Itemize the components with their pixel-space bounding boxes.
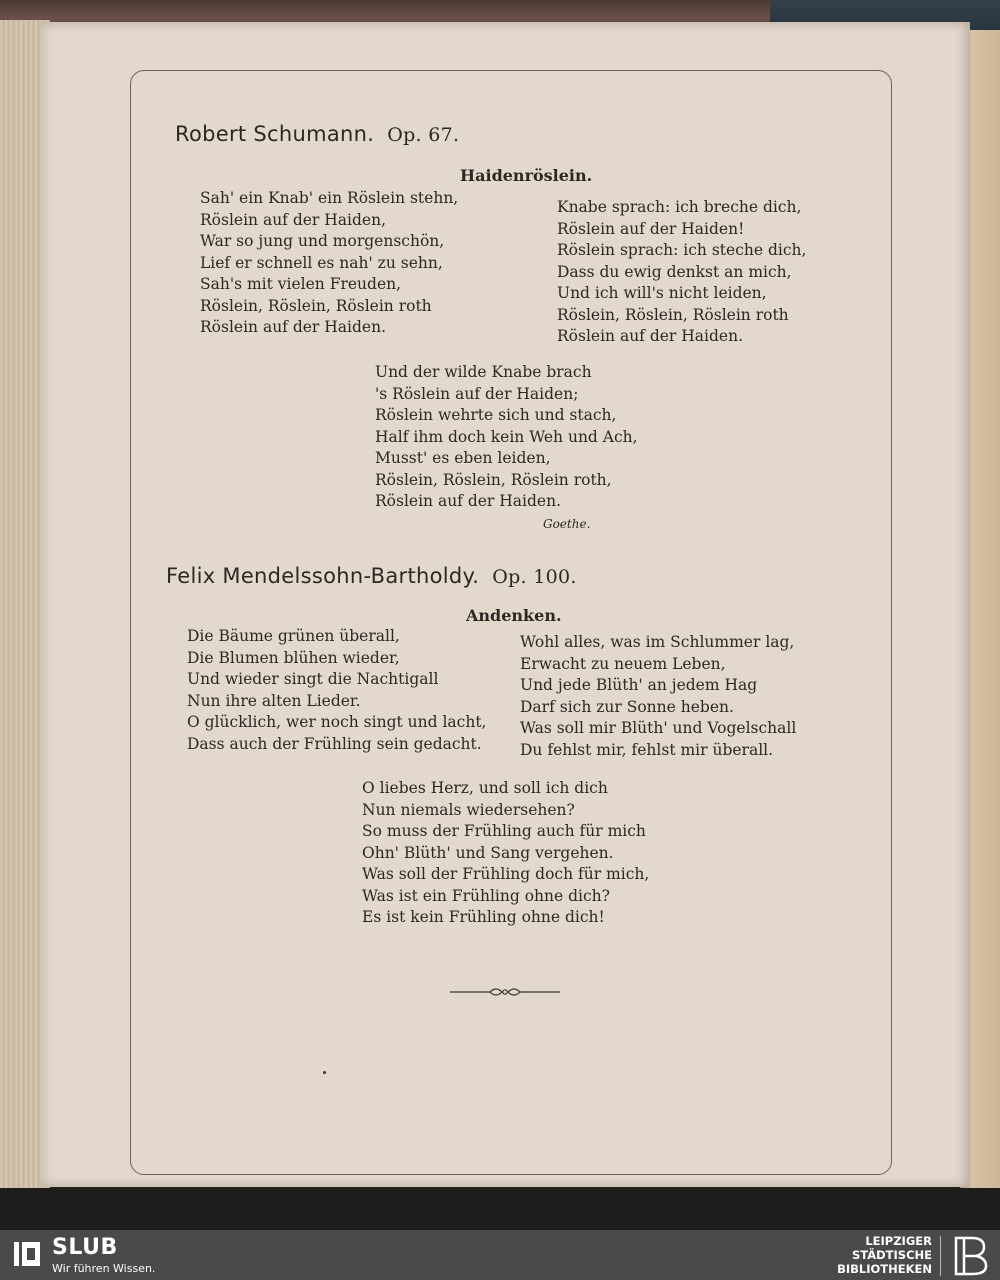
verse-line: Nun niemals wiedersehen? (362, 800, 575, 819)
verse-line: Röslein, Röslein, Röslein roth, (375, 470, 612, 489)
composer-heading (166, 564, 577, 588)
verse-line: Die Bäume grünen überall, (187, 627, 400, 645)
slub-logo-icon (14, 1238, 42, 1270)
opus-number: Op. 67. (387, 124, 460, 146)
footer-divider (940, 1236, 941, 1276)
verse-line: Was ist ein Frühling ohne dich? (362, 886, 610, 905)
poem-author: Goethe. (543, 517, 591, 531)
verse-line: So muss der Frühling auch für mich (362, 822, 646, 840)
verse-line: Röslein wehrte sich und stach, (375, 406, 617, 424)
verse-line: Röslein auf der Haiden. (200, 318, 386, 336)
verse-line: Was soll der Frühling doch für mich, (362, 865, 650, 883)
stanza-left (187, 626, 487, 755)
opus-number: Op. 100. (492, 566, 577, 588)
verse-line: Du fehlst mir, fehlst mir überall. (520, 740, 774, 759)
footer-bar (0, 1230, 1000, 1280)
verse-line: Röslein, Röslein, Röslein roth (557, 305, 789, 324)
verse-line: Dass auch der Frühling sein gedacht. (187, 734, 482, 753)
song-title: Andenken. (466, 606, 562, 625)
song-title: Haidenröslein. (460, 166, 593, 185)
verse-line: War so jung und morgenschön, (200, 232, 445, 250)
verse-line: Röslein, Röslein, Röslein roth (200, 296, 432, 315)
lsb-line: BIBLIOTHEKEN (837, 1262, 932, 1276)
verse-line: Und der wilde Knabe brach (375, 363, 592, 381)
stanza-center (362, 778, 649, 929)
scan-background-bottom (0, 1188, 1000, 1230)
slub-tagline: Wir führen Wissen. (52, 1262, 156, 1275)
verse-line: Und jede Blüth' an jedem Hag (520, 676, 758, 694)
verse-line: Musst' es eben leiden, (375, 449, 551, 467)
verse-line: Half ihm doch kein Weh und Ach, (375, 427, 638, 446)
composer-name: Robert Schumann. (175, 122, 375, 146)
stanza-center (375, 362, 638, 513)
verse-line: O liebes Herz, und soll ich dich (362, 779, 608, 797)
verse-line: Was soll mir Blüth' und Vogelschall (520, 719, 797, 737)
ornament-divider (450, 984, 560, 1000)
verse-line: Lief er schnell es nah' zu sehn, (200, 253, 443, 272)
lsb-wordmark (837, 1234, 932, 1276)
verse-line: Röslein auf der Haiden, (200, 210, 386, 229)
verse-line: Ohn' Blüth' und Sang vergehen. (362, 843, 614, 862)
verse-line: 's Röslein auf der Haiden; (375, 384, 579, 403)
verse-line: Dass du ewig denkst an mich, (557, 262, 792, 281)
verse-line: Es ist kein Frühling ohne dich! (362, 908, 605, 926)
composer-name: Felix Mendelssohn-Bartholdy. (166, 564, 480, 588)
stanza-right (520, 632, 796, 761)
lsb-logo-icon (950, 1234, 990, 1278)
ink-speck (323, 1071, 326, 1074)
lsb-line: LEIPZIGER (865, 1234, 932, 1248)
lsb-line: STÄDTISCHE (851, 1248, 932, 1262)
verse-line: Und wieder singt die Nachtigall (187, 670, 439, 688)
verse-line: Sah's mit vielen Freuden, (200, 275, 402, 293)
verse-line: Röslein auf der Haiden! (557, 219, 745, 238)
slub-name: SLUB (52, 1235, 118, 1260)
verse-line: Röslein sprach: ich steche dich, (557, 241, 807, 259)
verse-line: Nun ihre alten Lieder. (187, 691, 361, 710)
verse-line: Die Blumen blühen wieder, (187, 648, 400, 667)
stanza-right (557, 197, 806, 348)
verse-line: Knabe sprach: ich breche dich, (557, 198, 802, 216)
verse-line: Erwacht zu neuem Leben, (520, 654, 726, 673)
verse-line: Röslein auf der Haiden. (557, 327, 743, 345)
verse-line: Und ich will's nicht leiden, (557, 284, 767, 302)
stanza-left (200, 188, 458, 339)
verse-line: Wohl alles, was im Schlummer lag, (520, 633, 795, 651)
composer-heading (175, 122, 459, 146)
verse-line: Röslein auf der Haiden. (375, 492, 561, 510)
verse-line: Darf sich zur Sonne heben. (520, 697, 734, 716)
verse-line: O glücklich, wer noch singt und lacht, (187, 713, 487, 731)
verse-line: Sah' ein Knab' ein Röslein stehn, (200, 189, 459, 207)
